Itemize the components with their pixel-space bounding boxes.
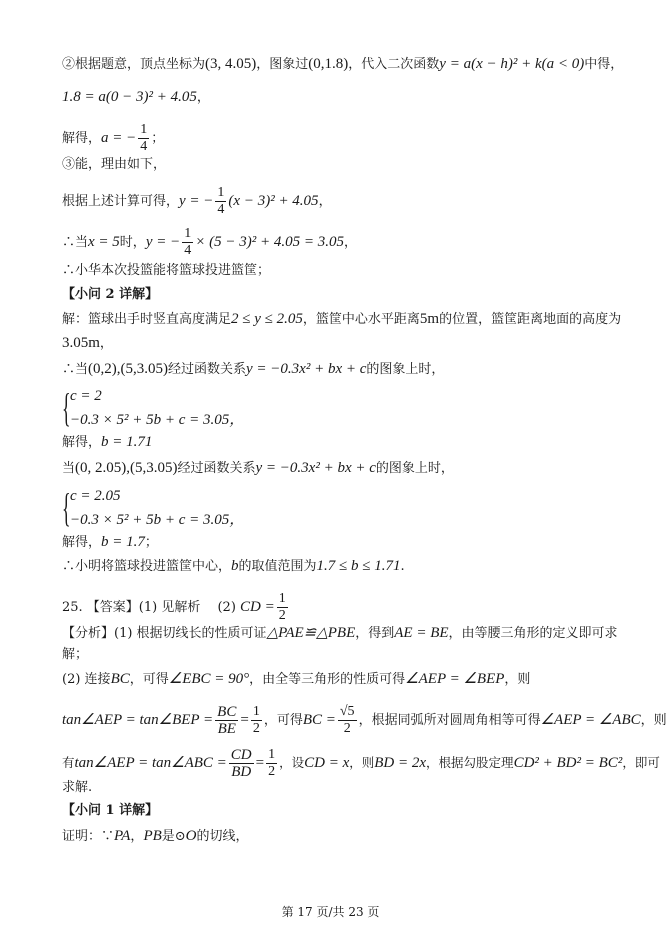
text: 有 — [62, 755, 75, 770]
math: = — [255, 755, 265, 771]
text: 求解. — [62, 780, 93, 795]
text: 解：篮球出手时竖直高度满足 — [62, 312, 232, 327]
numerator: BC — [217, 704, 237, 720]
text: ， — [229, 512, 245, 528]
text: ，图象过 — [256, 57, 309, 72]
math: 2 ≤ y ≤ 2.05 — [231, 311, 303, 327]
text: ，则 — [640, 713, 667, 728]
denominator: 4 — [140, 139, 148, 154]
text: ，代入二次函数 — [348, 57, 440, 72]
line-analysis-4 — [62, 704, 667, 737]
text: 解得， — [62, 435, 102, 450]
denominator: 2 — [268, 764, 276, 779]
text: ，即可 — [622, 755, 660, 770]
text: ，由等腰三角形的定义即可求 — [448, 626, 618, 641]
fraction — [215, 704, 238, 737]
math: (x − 3)² + 4.05 — [228, 193, 319, 209]
text: ； — [144, 535, 158, 550]
equation-system-1 — [62, 386, 322, 430]
fraction — [338, 704, 357, 737]
text: 【小问 1 详解】 — [62, 803, 159, 818]
math: (0,1.8) — [308, 56, 349, 72]
math: 1.7 ≤ b ≤ 1.71 — [316, 558, 401, 574]
text: 时， — [119, 235, 146, 250]
line-solve-b1 — [62, 432, 152, 453]
math: b = 1.7 — [101, 534, 145, 550]
text: 的取值范围为 — [238, 559, 317, 574]
text: 【小问 2 详解】 — [62, 287, 159, 302]
text: ， — [130, 829, 144, 844]
line-height — [62, 333, 113, 354]
equation-row: c = 2 — [70, 388, 102, 404]
text: ， — [229, 412, 245, 428]
line-case-2 — [62, 458, 454, 479]
text: 25. 【答案】(1) 见解析 (2) — [62, 600, 236, 615]
math: PB — [143, 828, 162, 844]
fraction — [138, 122, 149, 155]
math: y = − — [145, 234, 181, 250]
math: y = a(x − h)² + k(a < 0) — [439, 56, 585, 72]
numerator: 1 — [184, 226, 192, 241]
text: ，设 — [279, 755, 305, 770]
page-footer: 第 17 页/共 23 页 — [281, 905, 380, 919]
line-x5 — [62, 226, 357, 259]
text: 的图象上时， — [375, 461, 454, 476]
math: b = 1.71 — [101, 434, 153, 450]
math: 3.05m — [62, 335, 100, 351]
text: ，根据勾股定理 — [426, 755, 514, 770]
line-conclusion-2 — [62, 556, 405, 577]
line-analysis-6 — [62, 778, 92, 798]
line-proof — [62, 826, 249, 847]
line-conclusion-1 — [62, 261, 270, 281]
line-solve-a — [62, 122, 164, 155]
math: (0, 2.05),(5,3.05) — [75, 460, 178, 476]
math: 1.8 = a(0 − 3)² + 4.05 — [62, 89, 197, 105]
math: tan∠AEP = tan∠ABC = — [74, 755, 227, 771]
line-case-1 — [62, 359, 444, 380]
math: BD = 2x — [374, 755, 427, 771]
fraction — [215, 185, 226, 218]
fraction — [229, 747, 254, 780]
numerator: √5 — [339, 704, 355, 719]
text: 当 — [62, 461, 76, 476]
text: ∴当 — [62, 362, 89, 377]
math: (3, 4.05) — [205, 56, 257, 72]
math: −0.3 × 5² + 5b + c = 3.05 — [70, 512, 230, 528]
text: . — [400, 559, 405, 574]
line-solve-b2 — [62, 532, 158, 553]
numerator: 1 — [217, 185, 225, 200]
section-heading-q1 — [62, 801, 158, 821]
math: BC — [110, 671, 130, 687]
text: ，得到 — [355, 626, 395, 641]
equation-system-2 — [62, 486, 322, 530]
fraction — [266, 747, 277, 780]
math: △PAE≌△PBE — [266, 625, 356, 641]
text: 经过函数关系 — [177, 461, 256, 476]
math: y = −0.3x² + bx + c — [246, 361, 367, 377]
brace: { — [62, 385, 71, 430]
text: 解得， — [62, 535, 102, 550]
text: ，由全等三角形的性质可得 — [249, 672, 406, 687]
line-can — [62, 155, 166, 175]
math: ∠EBC = 90° — [168, 671, 250, 687]
math: AE = BE — [394, 625, 449, 641]
text: ， — [196, 90, 210, 105]
denominator: BE — [217, 721, 236, 737]
math: CD = — [240, 599, 275, 615]
numerator: 1 — [278, 591, 286, 606]
denominator: 2 — [252, 721, 260, 736]
text: ，篮筐中心水平距离 — [302, 312, 420, 327]
line-answer-25 — [62, 591, 290, 624]
section-heading-q2 — [62, 285, 158, 305]
text: 证明：∵ — [62, 829, 115, 844]
text: ，则 — [504, 672, 531, 687]
denominator: BD — [231, 764, 252, 780]
line-vertex — [62, 54, 623, 75]
math: CD = x — [304, 755, 350, 771]
math: ∠AEP = ∠BEP — [405, 671, 505, 687]
text: 【分析】(1) 根据切线长的性质可证 — [62, 626, 267, 641]
text: ， — [318, 194, 332, 209]
math: = — [240, 712, 249, 728]
text: 解； — [62, 647, 89, 662]
fraction — [182, 226, 193, 259]
denominator: 4 — [184, 243, 192, 258]
math: tan∠AEP = tan∠BEP = — [62, 712, 214, 728]
math: ∠AEP = ∠ABC — [540, 712, 641, 728]
math: y = − — [179, 193, 214, 209]
math: y = −0.3x² + bx + c — [255, 460, 376, 476]
text: ，可得 — [263, 713, 303, 728]
text: ∴当 — [62, 235, 89, 250]
text: ； — [151, 131, 165, 146]
math: PA — [114, 828, 131, 844]
text: ， — [343, 235, 357, 250]
line-condition — [62, 309, 621, 330]
math: b — [231, 558, 239, 574]
text: 解得， — [62, 131, 102, 146]
line-analysis-2 — [62, 645, 88, 665]
text: 根据上述计算可得， — [62, 194, 180, 209]
numerator: CD — [230, 747, 252, 763]
math: 5m — [419, 311, 440, 327]
text: ∴小华本次投篮能将篮球投进篮筐； — [62, 263, 271, 278]
line-substitute — [62, 87, 210, 108]
text: (2) 连接 — [62, 672, 111, 687]
math: O — [185, 828, 197, 844]
text: ∴小明将篮球投进篮筐中心， — [62, 559, 232, 574]
line-calc — [62, 185, 332, 218]
text: ，则 — [349, 755, 375, 770]
line-analysis-3 — [62, 669, 530, 690]
text: 中得， — [584, 57, 624, 72]
math: a = − — [101, 130, 137, 146]
text: 的位置，篮筐距离地面的高度为 — [439, 312, 622, 327]
numerator: 1 — [252, 704, 260, 719]
denominator: 2 — [343, 721, 351, 736]
fraction — [277, 591, 288, 624]
text: ， — [99, 336, 113, 351]
text: ，可得 — [129, 672, 169, 687]
line-analysis-1 — [62, 623, 618, 644]
line-analysis-5 — [62, 747, 660, 780]
numerator: 1 — [140, 122, 148, 137]
math: −0.3 × 5² + 5b + c = 3.05 — [70, 412, 230, 428]
equation-row — [70, 508, 244, 529]
text: 经过函数关系 — [168, 362, 247, 377]
fraction — [251, 704, 262, 737]
text: 的切线， — [196, 829, 249, 844]
text: 是⊙ — [161, 829, 186, 844]
math: (0,2),(5,3.05) — [88, 361, 168, 377]
text: ②根据题意，顶点坐标为 — [62, 57, 206, 72]
math: BC = — [302, 712, 336, 728]
equation-row — [70, 408, 244, 429]
text: 的图象上时， — [366, 362, 445, 377]
numerator: 1 — [268, 747, 276, 762]
math: × (5 − 3)² + 4.05 = 3.05 — [195, 234, 344, 250]
text: ，根据同弧所对圆周角相等可得 — [358, 713, 541, 728]
denominator: 4 — [217, 202, 225, 217]
denominator: 2 — [278, 608, 286, 623]
math: x = 5 — [88, 234, 120, 250]
math: CD² + BD² = BC² — [513, 755, 623, 771]
equation-row: c = 2.05 — [70, 488, 121, 504]
brace: { — [62, 485, 71, 530]
text: ③能，理由如下， — [62, 157, 167, 172]
